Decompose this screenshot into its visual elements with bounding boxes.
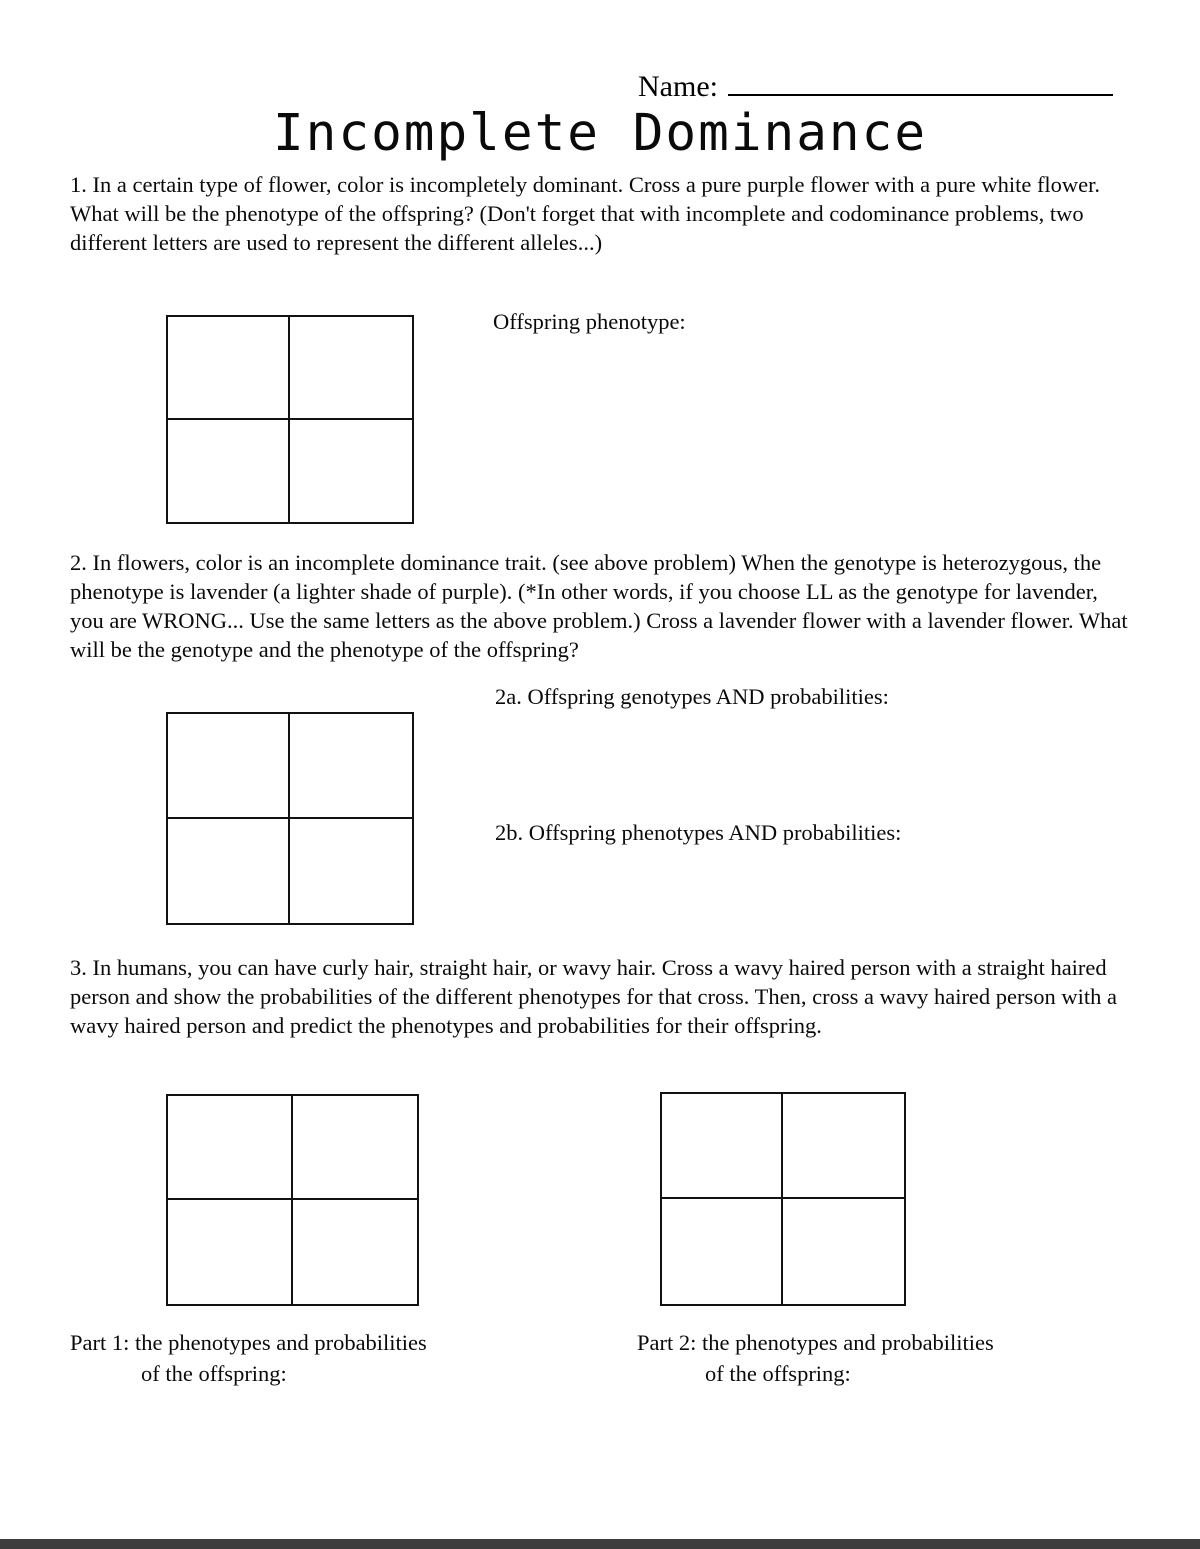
part1-label-line2: of the offspring: bbox=[141, 1361, 287, 1386]
q1-answer-label: Offspring phenotype: bbox=[493, 309, 686, 334]
punnett-cell bbox=[168, 819, 290, 924]
q2a-answer-label: 2a. Offspring genotypes AND probabilities: bbox=[495, 684, 889, 709]
punnett-square-q2 bbox=[166, 712, 414, 925]
punnett-cell bbox=[293, 1096, 418, 1200]
part1-label-line1: Part 1: the phenotypes and probabilities bbox=[70, 1330, 427, 1355]
punnett-cell bbox=[290, 420, 412, 523]
punnett-cell bbox=[290, 714, 412, 819]
q2b-answer-label: 2b. Offspring phenotypes AND probabilities: bbox=[495, 820, 902, 845]
part2-label-line2: of the offspring: bbox=[705, 1361, 851, 1386]
punnett-square-q3-part2 bbox=[660, 1092, 906, 1306]
punnett-cell bbox=[662, 1094, 783, 1199]
question-3-text: 3. In humans, you can have curly hair, straight hair, or wavy hair. Cross a wavy haired person with a straight haired person and show the probabilities of the different phenotypes for that cross. Then, cross a wavy haired person with a wavy haired person and predict the phenotypes and probabilities for their offspring. bbox=[70, 955, 1118, 1038]
part2-label bbox=[637, 1327, 994, 1389]
name-row bbox=[638, 66, 1113, 104]
punnett-square-q1 bbox=[166, 315, 414, 524]
punnett-cell bbox=[168, 714, 290, 819]
punnett-cell bbox=[168, 1096, 293, 1200]
question-2-text: 2. In flowers, color is an incomplete dominance trait. (see above problem) When the genotype is heterozygous, the phenotype is lavender (a lighter shade of purple). (*In other words, if you choose LL as the genotype for lavender, you are WRONG... Use the same letters as the above problem.) Cross a lavender flower with a lavender flower. What will be the genotype and the phenotype of the offspring? bbox=[70, 550, 1128, 662]
name-blank-line bbox=[728, 66, 1113, 96]
name-label: Name: bbox=[638, 70, 718, 103]
punnett-cell bbox=[168, 420, 290, 523]
punnett-cell bbox=[290, 819, 412, 924]
punnett-square-q3-part1 bbox=[166, 1094, 419, 1306]
question-1-text: 1. In a certain type of flower, color is incompletely dominant. Cross a pure purple flower with a pure white flower. What will be the phenotype of the offspring? (Don't forget that with incomplete and codominance problems, two different letters are used to represent the different alleles...) bbox=[70, 172, 1101, 255]
punnett-cell bbox=[783, 1199, 904, 1304]
punnett-cell bbox=[168, 1200, 293, 1304]
punnett-cell bbox=[662, 1199, 783, 1304]
part1-label bbox=[70, 1327, 427, 1389]
bottom-bar bbox=[0, 1539, 1200, 1549]
part2-label-line1: Part 2: the phenotypes and probabilities bbox=[637, 1330, 994, 1355]
punnett-cell bbox=[168, 317, 290, 420]
punnett-cell bbox=[290, 317, 412, 420]
page-title: Incomplete Dominance bbox=[272, 104, 928, 163]
punnett-cell bbox=[293, 1200, 418, 1304]
punnett-cell bbox=[783, 1094, 904, 1199]
